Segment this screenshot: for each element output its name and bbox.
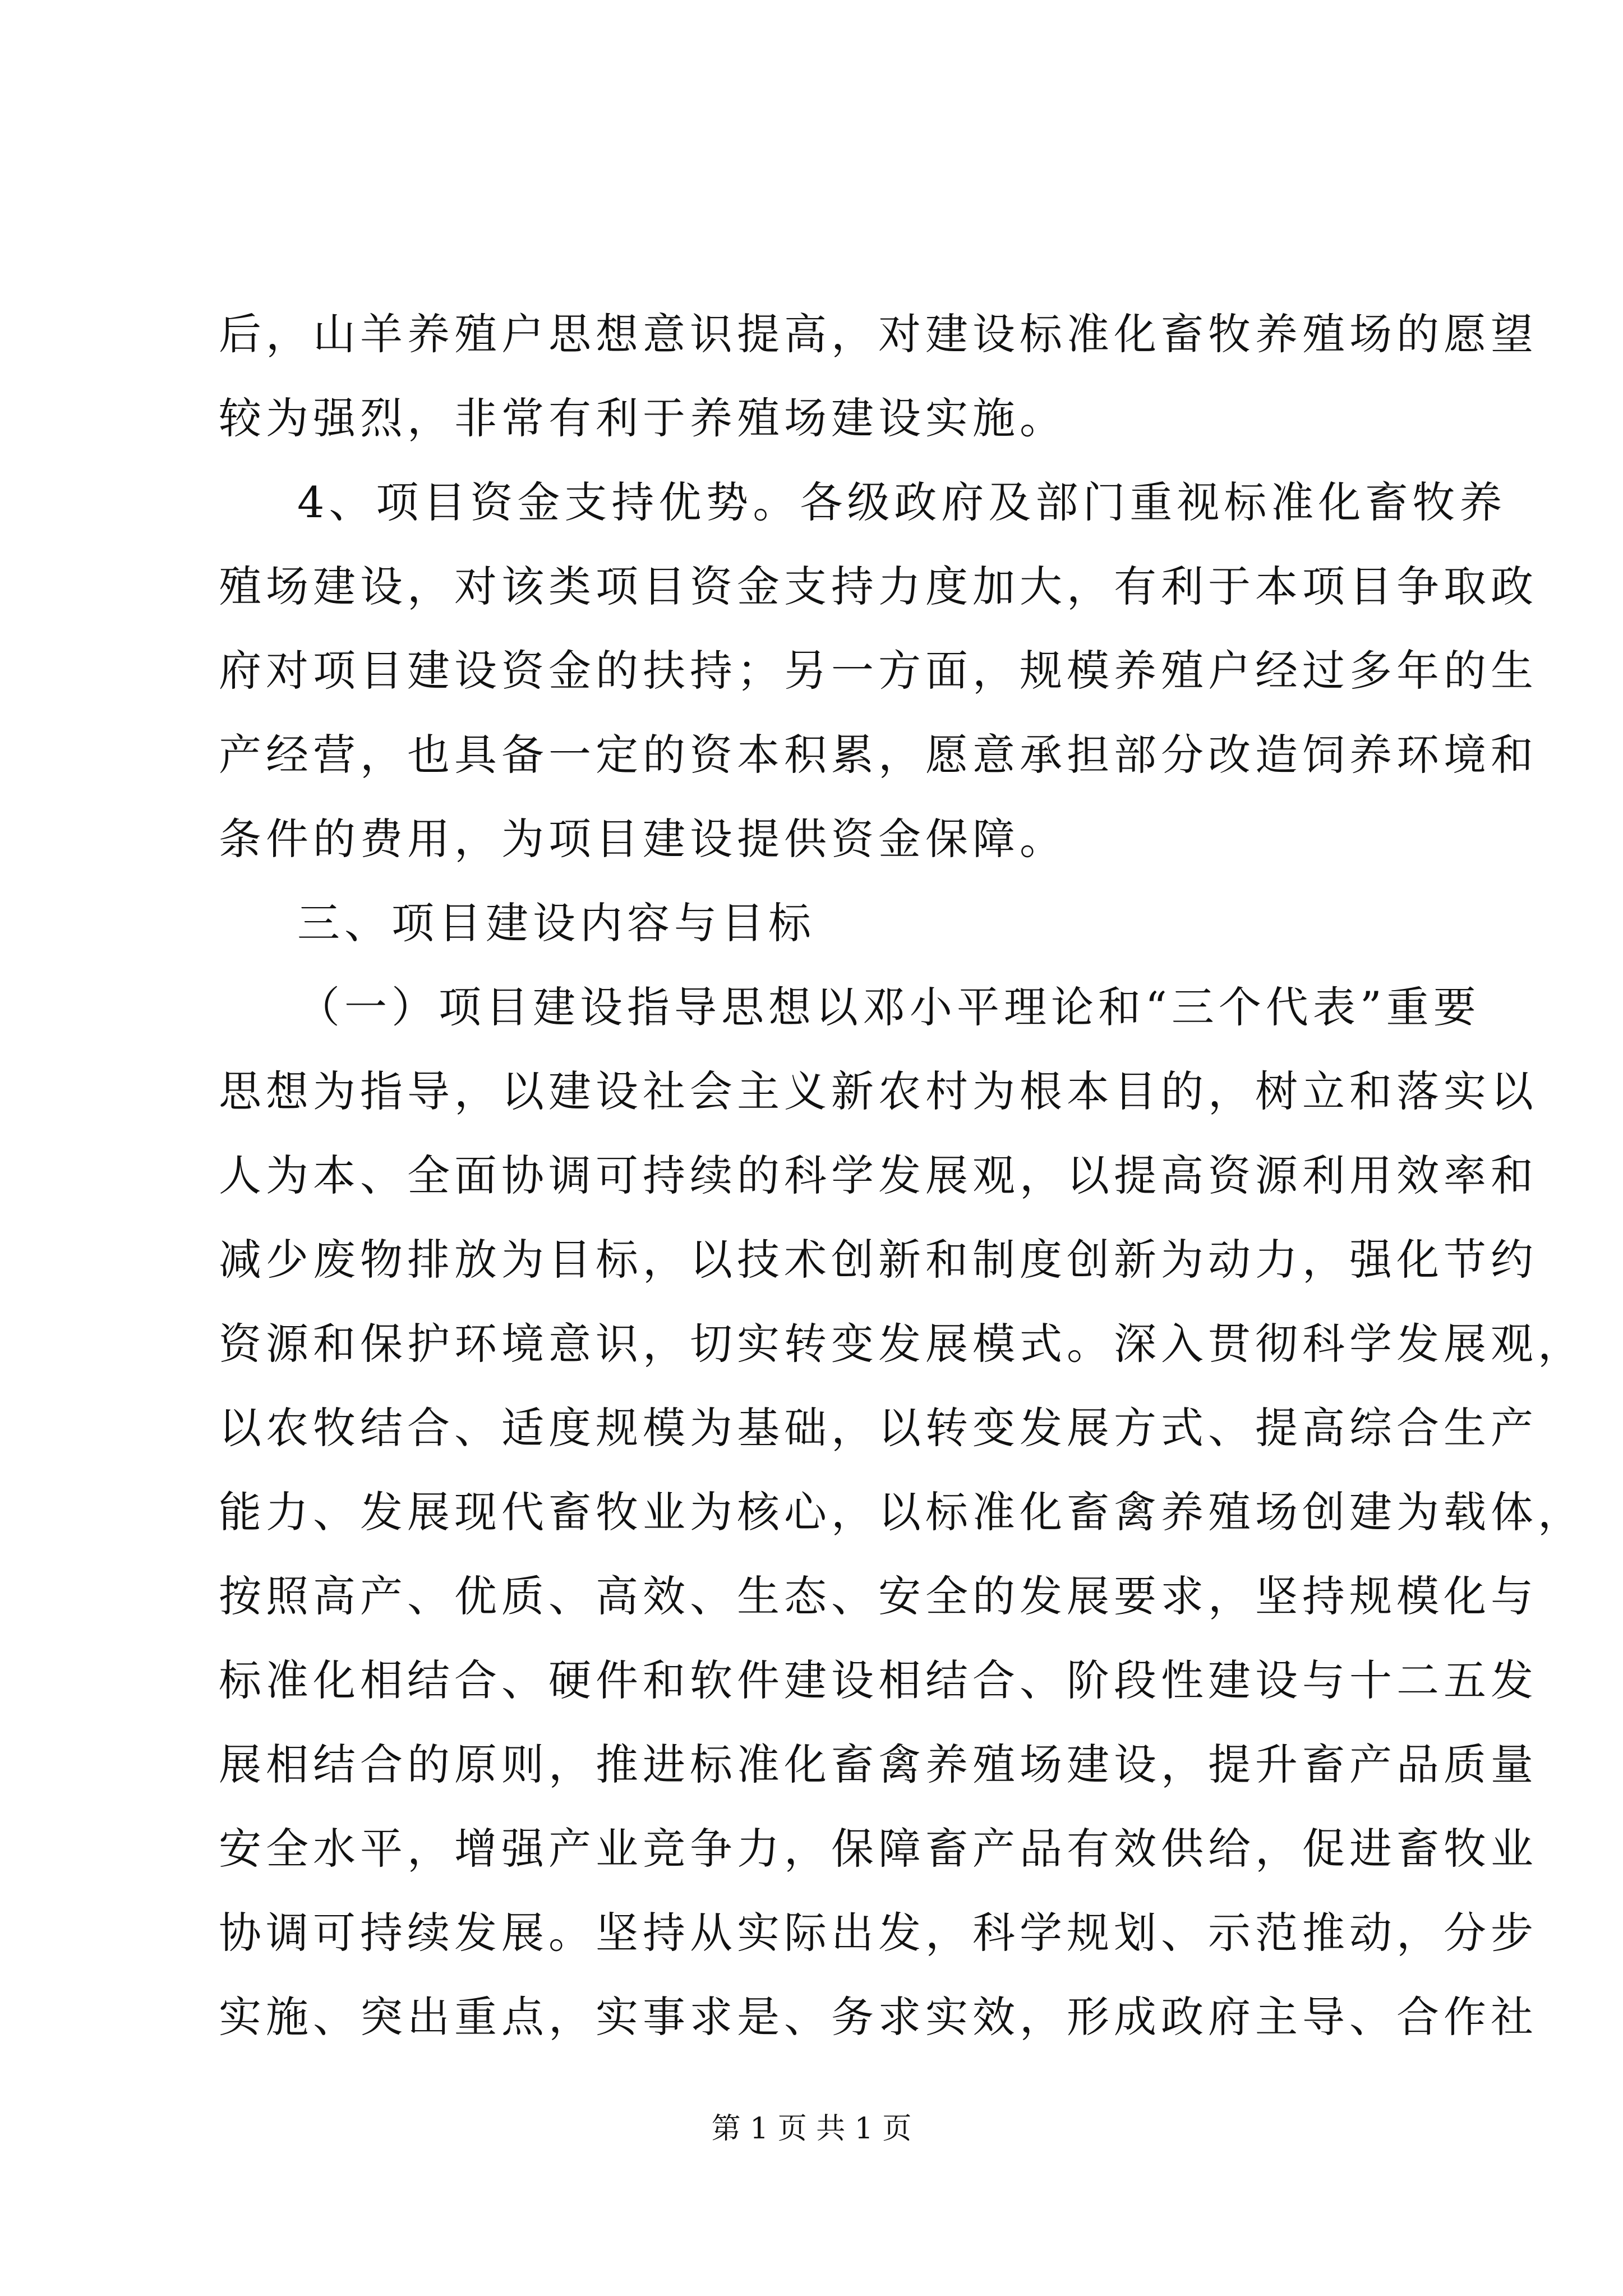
text-line: 安全水平，增强产业竞争力，保障畜产品有效供给，促进畜牧业 [219,1824,1538,1874]
text-line: 府对项目建设资金的扶持；另一方面，规模养殖户经过多年的生 [219,646,1538,696]
text-line: 资源和保护环境意识，切实转变发展模式。深入贯彻科学发展观， [219,1319,1585,1369]
page-footer: 第 1 页 共 1 页 [711,2112,912,2146]
text-line: 实施、突出重点，实事求是、务求实效，形成政府主导、合作社 [219,1992,1538,2042]
text-line: 协调可持续发展。坚持从实际出发，科学规划、示范推动，分步 [219,1908,1538,1958]
text-line: 殖场建设，对该类项目资金支持力度加大，有利于本项目争取政 [219,562,1538,611]
text-line: 能力、发展现代畜牧业为核心，以标准化畜禽养殖场创建为载体， [219,1487,1585,1537]
text-line: 人为本、全面协调可持续的科学发展观，以提高资源利用效率和 [219,1151,1538,1200]
text-line: 思想为指导，以建设社会主义新农村为根本目的，树立和落实以 [219,1066,1538,1116]
text-line: 后，山羊养殖户思想意识提高，对建设标准化畜牧养殖场的愿望 [219,309,1538,359]
text-line: 减少废物排放为目标，以技术创新和制度创新为动力，强化节约 [219,1235,1538,1285]
text-line: 较为强烈，非常有利于养殖场建设实施。 [219,393,1067,443]
text-line: 产经营，也具备一定的资本积累，愿意承担部分改造饲养环境和 [219,730,1538,780]
text-line: 展相结合的原则，推进标准化畜禽养殖场建设，提升畜产品质量 [219,1740,1538,1789]
text-line: 按照高产、优质、高效、生态、安全的发展要求，坚持规模化与 [219,1571,1538,1621]
text-line: 标准化相结合、硬件和软件建设相结合、阶段性建设与十二五发 [219,1655,1538,1705]
section-heading: 三、项目建设内容与目标 [297,898,815,948]
text-line: 以农牧结合、适度规模为基础，以转变发展方式、提高综合生产 [219,1403,1538,1453]
text-line: 条件的费用，为项目建设提供资金保障。 [219,814,1067,864]
text-line: （一）项目建设指导思想以邓小平理论和“三个代表”重要 [297,982,1481,1032]
text-line: 4、项目资金支持优势。各级政府及部门重视标准化畜牧养 [297,477,1507,527]
